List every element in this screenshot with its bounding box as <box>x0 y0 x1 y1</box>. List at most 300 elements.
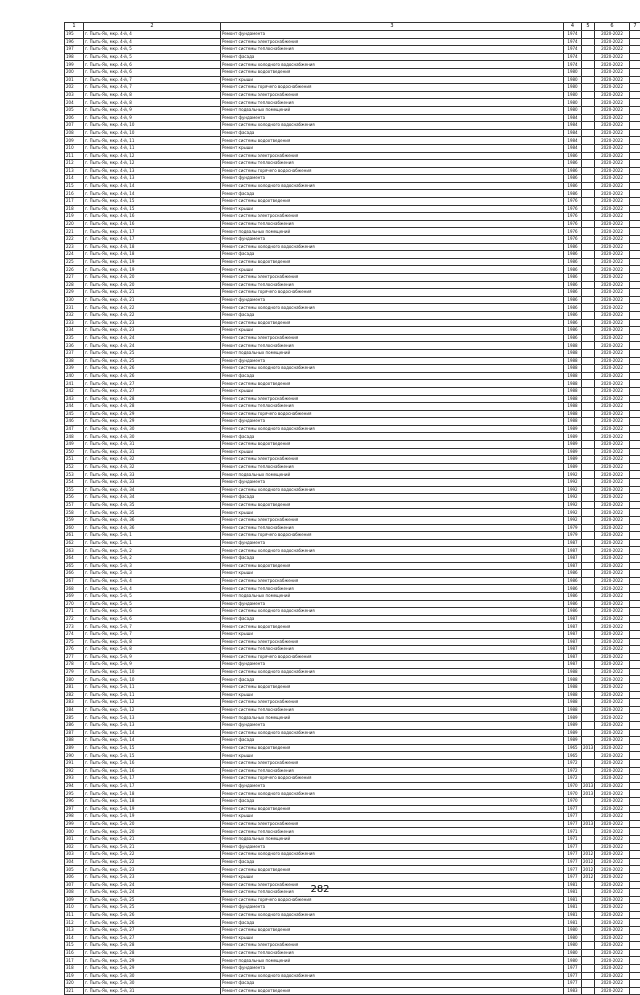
table-cell: г. Пыть-Ях, мкр. 5-й, 1 <box>84 532 221 540</box>
table-cell: 2020-2022 <box>595 311 630 319</box>
table-cell: 2012 <box>582 851 595 859</box>
table-cell: Ремонт фундамента <box>221 661 564 669</box>
table-cell: г. Пыть-Ях, мкр. 5-й, 12 <box>84 699 221 707</box>
table-cell: 2020-2022 <box>595 205 630 213</box>
table-cell: 278 <box>65 661 84 669</box>
table-cell: 1965 <box>564 752 582 760</box>
table-cell: 2020-2022 <box>595 463 630 471</box>
table-row <box>65 486 640 494</box>
table-cell: г. Пыть-Ях, мкр. 5-й, 24 <box>84 889 221 897</box>
table-cell: 1986 <box>564 592 582 600</box>
table-cell: г. Пыть-Ях, мкр. 4-й, 35 <box>84 509 221 517</box>
table-cell: 222 <box>65 236 84 244</box>
table-cell: 316 <box>65 949 84 957</box>
table-cell: 1976 <box>564 220 582 228</box>
table-cell: 2020-2022 <box>595 479 630 487</box>
table-row <box>65 152 640 160</box>
table-row <box>65 53 640 61</box>
table-row <box>65 167 640 175</box>
table-cell: 251 <box>65 456 84 464</box>
table-cell <box>582 934 595 942</box>
table-cell: г. Пыть-Ях, мкр. 5-й, 22 <box>84 851 221 859</box>
table-cell: 1986 <box>564 570 582 578</box>
table-cell: 2020-2022 <box>595 304 630 312</box>
table-cell: 2020-2022 <box>595 289 630 297</box>
table-cell: 1977 <box>564 820 582 828</box>
table-cell: 307 <box>65 881 84 889</box>
table-cell: г. Пыть-Ях, мкр. 5-й, 18 <box>84 790 221 798</box>
table-cell: Ремонт фасада <box>221 737 564 745</box>
table-cell: г. Пыть-Ях, мкр. 4-й, 5 <box>84 46 221 54</box>
table-cell: Ремонт фасада <box>221 919 564 927</box>
table-row <box>65 198 640 206</box>
table-row <box>65 342 640 350</box>
table-cell <box>630 752 640 760</box>
table-cell: 286 <box>65 722 84 730</box>
table-cell <box>582 919 595 927</box>
table-cell: 240 <box>65 372 84 380</box>
table-cell: 248 <box>65 433 84 441</box>
table-cell <box>582 274 595 282</box>
table-cell: 298 <box>65 813 84 821</box>
table-cell: 263 <box>65 547 84 555</box>
table-cell: 1989 <box>564 425 582 433</box>
table-cell: 2020-2022 <box>595 114 630 122</box>
table-cell <box>630 486 640 494</box>
table-cell: Ремонт фасада <box>221 676 564 684</box>
table-cell: 2020-2022 <box>595 729 630 737</box>
table-cell <box>630 448 640 456</box>
table-cell: г. Пыть-Ях, мкр. 4-й, 34 <box>84 486 221 494</box>
table-cell: Ремонт крыши <box>221 752 564 760</box>
table-cell: 2020-2022 <box>595 570 630 578</box>
table-row <box>65 577 640 585</box>
table-cell <box>630 61 640 69</box>
table-cell: Ремонт системы горячего водоснабжения <box>221 653 564 661</box>
table-cell: Ремонт фундамента <box>221 479 564 487</box>
table-cell: 2020-2022 <box>595 106 630 114</box>
table-cell: 2020-2022 <box>595 182 630 190</box>
table-cell <box>582 31 595 39</box>
table-cell: г. Пыть-Ях, мкр. 4-й, 6 <box>84 68 221 76</box>
table-cell: 1981 <box>564 904 582 912</box>
table-cell: 1987 <box>564 539 582 547</box>
table-cell <box>582 797 595 805</box>
table-row <box>65 106 640 114</box>
table-cell: Ремонт системы теплоснабжения <box>221 160 564 168</box>
table-cell: г. Пыть-Ях, мкр. 5-й, 2 <box>84 547 221 555</box>
table-cell <box>582 828 595 836</box>
table-cell <box>582 592 595 600</box>
table-cell: 1980 <box>564 949 582 957</box>
table-cell: 2020-2022 <box>595 365 630 373</box>
table-cell: 321 <box>65 987 84 995</box>
table-cell: 1971 <box>564 828 582 836</box>
table-row <box>65 646 640 654</box>
table-cell: 1970 <box>564 797 582 805</box>
table-cell: Ремонт крыши <box>221 76 564 84</box>
table-row <box>65 334 640 342</box>
table-cell: Ремонт системы электроснабжения <box>221 942 564 950</box>
table-cell <box>582 813 595 821</box>
table-cell: г. Пыть-Ях, мкр. 5-й, 19 <box>84 805 221 813</box>
table-cell: 2020-2022 <box>595 418 630 426</box>
table-cell <box>630 387 640 395</box>
table-cell: 2020-2022 <box>595 494 630 502</box>
table-cell: 1987 <box>564 623 582 631</box>
table-cell: Ремонт системы холодного водоснабжения <box>221 425 564 433</box>
table-cell: Ремонт фундамента <box>221 539 564 547</box>
table-cell <box>630 463 640 471</box>
table-cell: 2012 <box>582 873 595 881</box>
table-cell <box>582 380 595 388</box>
table-cell <box>630 501 640 509</box>
table-cell <box>630 53 640 61</box>
table-cell: Ремонт системы теплоснабжения <box>221 99 564 107</box>
table-cell: 1988 <box>564 691 582 699</box>
table-cell: 2020-2022 <box>595 357 630 365</box>
table-cell: г. Пыть-Ях, мкр. 4-й, 26 <box>84 372 221 380</box>
table-cell <box>630 547 640 555</box>
table-cell <box>630 433 640 441</box>
table-cell <box>630 213 640 221</box>
table-cell: 2020-2022 <box>595 638 630 646</box>
table-row <box>65 433 640 441</box>
table-cell <box>582 137 595 145</box>
table-cell: 256 <box>65 494 84 502</box>
table-cell: г. Пыть-Ях, мкр. 4-й, 33 <box>84 479 221 487</box>
table-cell: г. Пыть-Ях, мкр. 4-й, 9 <box>84 106 221 114</box>
table-cell <box>630 152 640 160</box>
table-cell: 284 <box>65 706 84 714</box>
table-cell <box>630 858 640 866</box>
table-cell <box>582 668 595 676</box>
table-cell: 2020-2022 <box>595 972 630 980</box>
table-cell: 213 <box>65 167 84 175</box>
table-cell: 2020-2022 <box>595 592 630 600</box>
table-cell: 236 <box>65 342 84 350</box>
table-cell: г. Пыть-Ях, мкр. 5-й, 14 <box>84 737 221 745</box>
table-cell: 2020-2022 <box>595 737 630 745</box>
table-cell <box>630 737 640 745</box>
table-cell <box>630 866 640 874</box>
table-cell: 1974 <box>564 31 582 39</box>
table-cell: 1976 <box>564 213 582 221</box>
table-cell <box>630 691 640 699</box>
table-row <box>65 729 640 737</box>
header-cell: 2 <box>84 23 221 31</box>
table-cell: 2020-2022 <box>595 797 630 805</box>
table-cell: 2013 <box>582 820 595 828</box>
table-cell: 319 <box>65 972 84 980</box>
table-cell: 2020-2022 <box>595 532 630 540</box>
table-cell: г. Пыть-Ях, мкр. 5-й, 22 <box>84 858 221 866</box>
table-cell: 1989 <box>564 714 582 722</box>
table-cell: 203 <box>65 91 84 99</box>
table-cell <box>630 311 640 319</box>
table-row <box>65 251 640 259</box>
table-row <box>65 782 640 790</box>
table-cell: 2020-2022 <box>595 744 630 752</box>
table-cell: 2020-2022 <box>595 949 630 957</box>
table-cell <box>582 418 595 426</box>
table-cell: г. Пыть-Ях, мкр. 4-й, 30 <box>84 433 221 441</box>
table-cell: 2012 <box>582 866 595 874</box>
table-row <box>65 691 640 699</box>
table-cell <box>582 289 595 297</box>
table-cell: г. Пыть-Ях, мкр. 4-й, 11 <box>84 144 221 152</box>
table-cell: 2020-2022 <box>595 31 630 39</box>
table-cell: г. Пыть-Ях, мкр. 5-й, 7 <box>84 630 221 638</box>
table-cell: г. Пыть-Ях, мкр. 4-й, 15 <box>84 198 221 206</box>
table-cell <box>582 205 595 213</box>
table-cell: Ремонт фасада <box>221 494 564 502</box>
table-cell <box>582 425 595 433</box>
table-row <box>65 752 640 760</box>
table-row <box>65 456 640 464</box>
table-cell <box>630 342 640 350</box>
table-cell: 2020-2022 <box>595 980 630 988</box>
table-cell <box>630 281 640 289</box>
table-cell <box>630 775 640 783</box>
table-cell: г. Пыть-Ях, мкр. 5-й, 25 <box>84 904 221 912</box>
table-cell: 310 <box>65 904 84 912</box>
table-cell: 280 <box>65 676 84 684</box>
table-cell <box>630 577 640 585</box>
table-cell <box>630 236 640 244</box>
table-cell <box>582 38 595 46</box>
table-row <box>65 372 640 380</box>
table-cell: г. Пыть-Ях, мкр. 4-й, 18 <box>84 251 221 259</box>
table-cell: Ремонт системы горячего водоснабжения <box>221 775 564 783</box>
table-cell: Ремонт системы холодного водоснабжения <box>221 729 564 737</box>
table-cell: Ремонт подвальных помещений <box>221 228 564 236</box>
table-cell: 2020-2022 <box>595 243 630 251</box>
table-cell: Ремонт системы холодного водоснабжения <box>221 608 564 616</box>
table-cell: 269 <box>65 592 84 600</box>
table-row <box>65 737 640 745</box>
table-cell: г. Пыть-Ях, мкр. 5-й, 17 <box>84 775 221 783</box>
table-cell <box>630 676 640 684</box>
table-cell: 276 <box>65 646 84 654</box>
table-cell: 267 <box>65 577 84 585</box>
table-cell: г. Пыть-Ях, мкр. 5-й, 29 <box>84 957 221 965</box>
table-cell: 1986 <box>564 600 582 608</box>
table-cell: 2020-2022 <box>595 934 630 942</box>
table-cell: 290 <box>65 752 84 760</box>
table-cell: 2020-2022 <box>595 896 630 904</box>
table-cell <box>582 676 595 684</box>
table-cell <box>582 972 595 980</box>
table-cell: г. Пыть-Ях, мкр. 5-й, 15 <box>84 752 221 760</box>
table-cell: Ремонт крыши <box>221 387 564 395</box>
table-row <box>65 820 640 828</box>
table-row <box>65 797 640 805</box>
table-cell <box>630 114 640 122</box>
table-cell: Ремонт системы холодного водоснабжения <box>221 911 564 919</box>
table-row <box>65 972 640 980</box>
table-cell: г. Пыть-Ях, мкр. 4-й, 27 <box>84 380 221 388</box>
table-cell: 1988 <box>564 380 582 388</box>
table-cell: г. Пыть-Ях, мкр. 5-й, 17 <box>84 782 221 790</box>
table-cell: Ремонт системы холодного водоснабжения <box>221 182 564 190</box>
table-cell <box>582 190 595 198</box>
table-row <box>65 122 640 130</box>
table-cell: Ремонт крыши <box>221 327 564 335</box>
table-cell: 293 <box>65 775 84 783</box>
table-cell: Ремонт системы электроснабжения <box>221 699 564 707</box>
table-cell <box>630 160 640 168</box>
table-cell: 216 <box>65 190 84 198</box>
table-row <box>65 448 640 456</box>
table-cell <box>630 835 640 843</box>
table-cell: 283 <box>65 699 84 707</box>
table-row <box>65 228 640 236</box>
table-cell: 2020-2022 <box>595 942 630 950</box>
table-row <box>65 608 640 616</box>
table-cell: 1984 <box>564 122 582 130</box>
table-cell: г. Пыть-Ях, мкр. 4-й, 31 <box>84 448 221 456</box>
table-cell <box>582 554 595 562</box>
table-cell: г. Пыть-Ях, мкр. 5-й, 4 <box>84 585 221 593</box>
table-cell: 1986 <box>564 175 582 183</box>
table-body <box>65 23 640 995</box>
table-cell: Ремонт системы водоотведения <box>221 805 564 813</box>
table-cell: 2013 <box>582 790 595 798</box>
table-row <box>65 858 640 866</box>
table-row <box>65 980 640 988</box>
table-cell: 207 <box>65 122 84 130</box>
table-cell: 260 <box>65 524 84 532</box>
table-cell: 1988 <box>564 357 582 365</box>
table-cell: 2020-2022 <box>595 517 630 525</box>
table-cell: г. Пыть-Ях, мкр. 5-й, 10 <box>84 676 221 684</box>
table-cell: Ремонт фасада <box>221 554 564 562</box>
table-cell <box>582 532 595 540</box>
table-cell <box>582 942 595 950</box>
table-cell: 238 <box>65 357 84 365</box>
table-cell: 2020-2022 <box>595 160 630 168</box>
table-cell: г. Пыть-Ях, мкр. 4-й, 36 <box>84 524 221 532</box>
table-cell <box>582 441 595 449</box>
table-cell: Ремонт подвальных помещений <box>221 592 564 600</box>
table-cell <box>630 357 640 365</box>
table-cell: 2020-2022 <box>595 767 630 775</box>
table-cell <box>630 934 640 942</box>
table-cell: 314 <box>65 934 84 942</box>
table-cell: 252 <box>65 463 84 471</box>
table-row <box>65 357 640 365</box>
table-cell: г. Пыть-Ях, мкр. 5-й, 30 <box>84 972 221 980</box>
table-cell: 1974 <box>564 61 582 69</box>
table-cell: г. Пыть-Ях, мкр. 4-й, 10 <box>84 122 221 130</box>
table-cell <box>582 243 595 251</box>
table-row <box>65 775 640 783</box>
table-cell <box>630 608 640 616</box>
table-cell: 2020-2022 <box>595 425 630 433</box>
table-cell: 1977 <box>564 805 582 813</box>
table-cell: Ремонт системы холодного водоснабжения <box>221 243 564 251</box>
table-cell: 2020-2022 <box>595 722 630 730</box>
table-row <box>65 463 640 471</box>
table-cell: г. Пыть-Ях, мкр. 4-й, 21 <box>84 296 221 304</box>
table-cell: 1979 <box>564 532 582 540</box>
table-cell: 258 <box>65 509 84 517</box>
table-cell: г. Пыть-Ях, мкр. 5-й, 13 <box>84 714 221 722</box>
header-cell: 7 <box>630 23 640 31</box>
table-cell: г. Пыть-Ях, мкр. 5-й, 18 <box>84 797 221 805</box>
table-row <box>65 160 640 168</box>
repair-schedule-table <box>64 22 640 995</box>
table-cell: 1981 <box>564 919 582 927</box>
table-cell <box>582 365 595 373</box>
table-cell <box>630 661 640 669</box>
table-cell <box>582 835 595 843</box>
table-cell: 201 <box>65 76 84 84</box>
table-row <box>65 501 640 509</box>
table-cell: 1987 <box>564 547 582 555</box>
header-cell: 1 <box>65 23 84 31</box>
table-cell: г. Пыть-Ях, мкр. 4-й, 17 <box>84 236 221 244</box>
table-cell: 1989 <box>564 729 582 737</box>
table-cell <box>630 927 640 935</box>
table-cell <box>630 767 640 775</box>
table-cell <box>582 691 595 699</box>
table-cell: Ремонт системы электроснабжения <box>221 38 564 46</box>
table-row <box>65 896 640 904</box>
table-cell <box>630 813 640 821</box>
table-row <box>65 38 640 46</box>
table-cell: 1988 <box>564 395 582 403</box>
table-cell <box>630 911 640 919</box>
table-cell: 2020-2022 <box>595 851 630 859</box>
table-cell: 303 <box>65 851 84 859</box>
table-cell: 242 <box>65 387 84 395</box>
table-cell: 2020-2022 <box>595 213 630 221</box>
table-cell <box>630 205 640 213</box>
table-cell: 197 <box>65 46 84 54</box>
table-cell: Ремонт фундамента <box>221 236 564 244</box>
table-cell: г. Пыть-Ях, мкр. 4-й, 23 <box>84 327 221 335</box>
table-cell <box>630 782 640 790</box>
table-cell: г. Пыть-Ях, мкр. 4-й, 20 <box>84 281 221 289</box>
table-cell: 1987 <box>564 615 582 623</box>
table-cell: 1981 <box>564 911 582 919</box>
table-cell: Ремонт системы электроснабжения <box>221 820 564 828</box>
table-cell: 2020-2022 <box>595 486 630 494</box>
table-cell: 221 <box>65 228 84 236</box>
table-cell: 1977 <box>564 980 582 988</box>
table-cell <box>630 68 640 76</box>
table-cell: 2020-2022 <box>595 577 630 585</box>
table-cell: 2020-2022 <box>595 873 630 881</box>
table-cell: 1980 <box>564 99 582 107</box>
table-cell: Ремонт системы водоотведения <box>221 501 564 509</box>
table-cell: Ремонт системы водоотведения <box>221 258 564 266</box>
table-cell: Ремонт системы электроснабжения <box>221 274 564 282</box>
table-cell: 1988 <box>564 342 582 350</box>
table-cell: 1979 <box>564 524 582 532</box>
table-cell: г. Пыть-Ях, мкр. 4-й, 31 <box>84 441 221 449</box>
table-row <box>65 84 640 92</box>
table-cell: г. Пыть-Ях, мкр. 4-й, 16 <box>84 220 221 228</box>
table-cell: 1972 <box>564 775 582 783</box>
table-cell: 2020-2022 <box>595 251 630 259</box>
table-row <box>65 570 640 578</box>
table-cell: 2020-2022 <box>595 456 630 464</box>
table-cell: 2020-2022 <box>595 714 630 722</box>
table-cell: 2020-2022 <box>595 820 630 828</box>
